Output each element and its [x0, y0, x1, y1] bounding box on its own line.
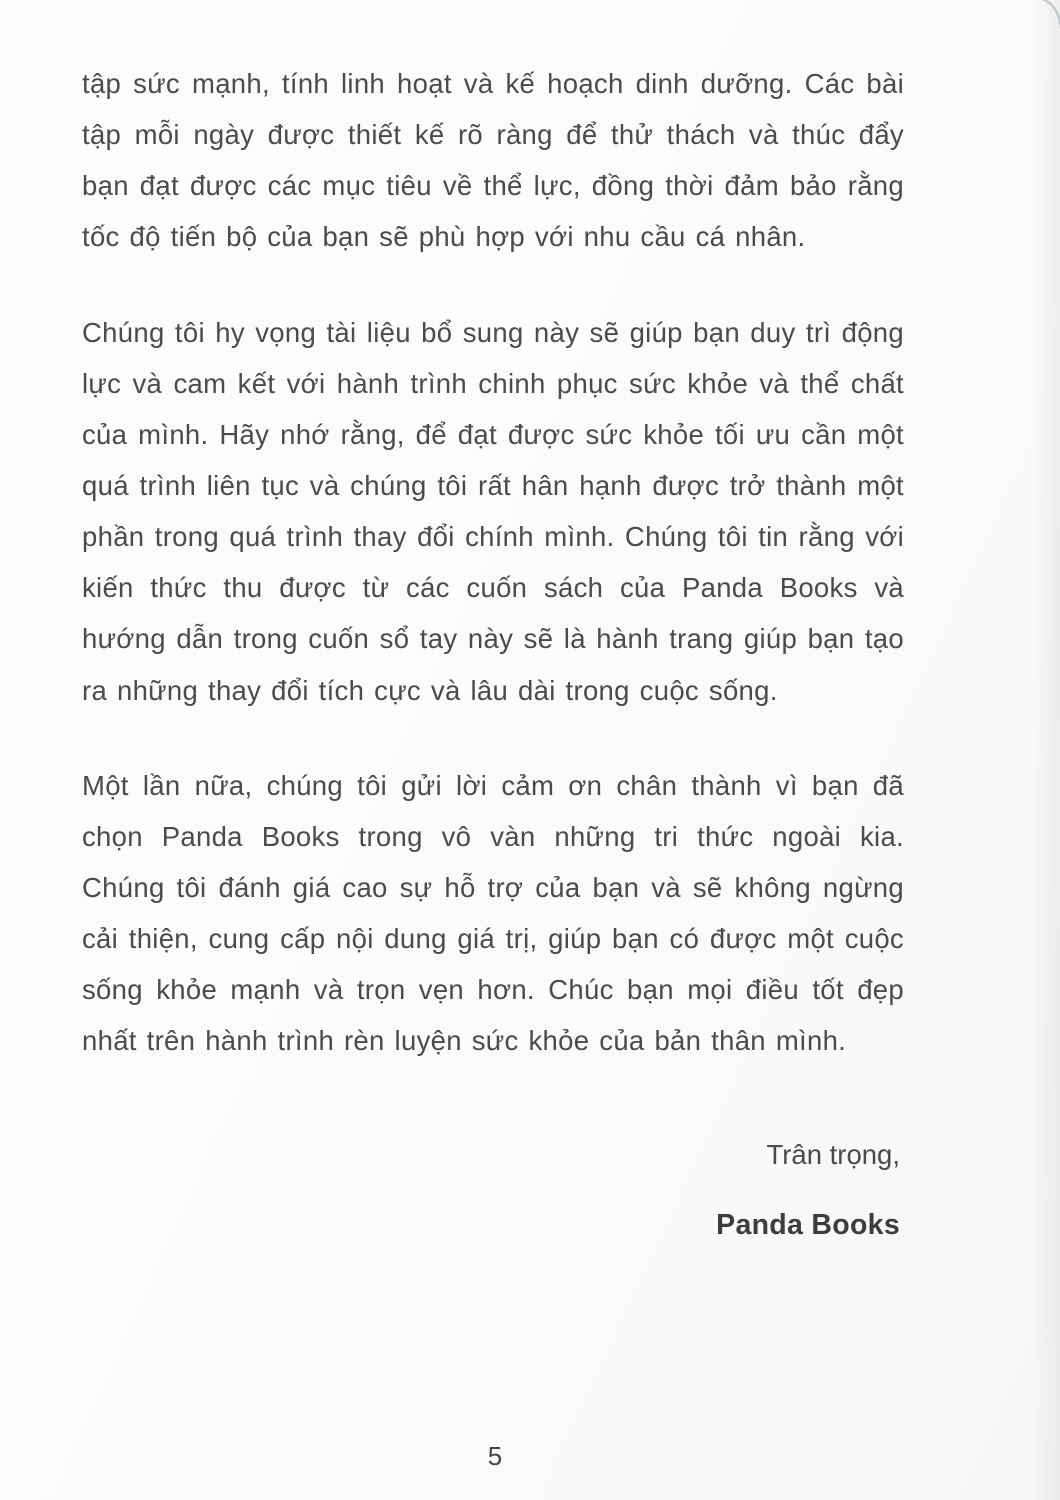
scan-edge-shading [1032, 0, 1060, 1500]
page-number: 5 [487, 1441, 503, 1471]
paragraph-1: tập sức mạnh, tính linh hoạt và kế hoạch dinh dưỡng. Các bài tập mỗi ngày được thiết kế rõ ràng để thử thách và thúc đẩy bạn đạt được các mục tiêu về thể lực, đồng thời đảm bảo rằng tốc độ tiến bộ của bạn sẽ phù hợp với nhu cầu cá nhân. [82, 68, 904, 253]
paragraph-3: Một lần nữa, chúng tôi gửi lời cảm ơn chân thành vì bạn đã chọn Panda Books trong vô vàn những tri thức ngoài kia. Chúng tôi đánh giá cao sự hỗ trợ của bạn và sẽ không ngừng cải thiện, cung cấp nội dung giá trị, giúp bạn có được một cuộc sống khỏe mạnh và trọn vẹn hơn. Chúc bạn mọi điều tốt đẹp nhất trên hành trình rèn luyện sức khỏe của bản thân mình. [82, 769, 904, 1057]
publisher-signature: Panda Books [716, 1208, 900, 1241]
paragraph-2: Chúng tôi hy vọng tài liệu bổ sung này sẽ giúp bạn duy trì động lực và cam kết với hành trình chinh phục sức khỏe và thể chất của mình. Hãy nhớ rằng, để đạt được sức khỏe tối ưu cần một quá trình liên tục và chúng tôi rất hân hạnh được trở thành một phần trong quá trình thay đổi chính mình. Chúng tôi tin rằng với kiến thức thu được từ các cuốn sách của Panda Books và hướng dẫn trong cuốn sổ tay này sẽ là hành trang giúp bạn tạo ra những thay đổi tích cực và lâu dài trong cuộc sống. [82, 316, 904, 706]
signoff-block [82, 1133, 904, 1242]
page-curl-mark [1028, 0, 1060, 28]
signoff-text: Trân trọng, [766, 1138, 900, 1170]
page-body-text [82, 58, 904, 1242]
